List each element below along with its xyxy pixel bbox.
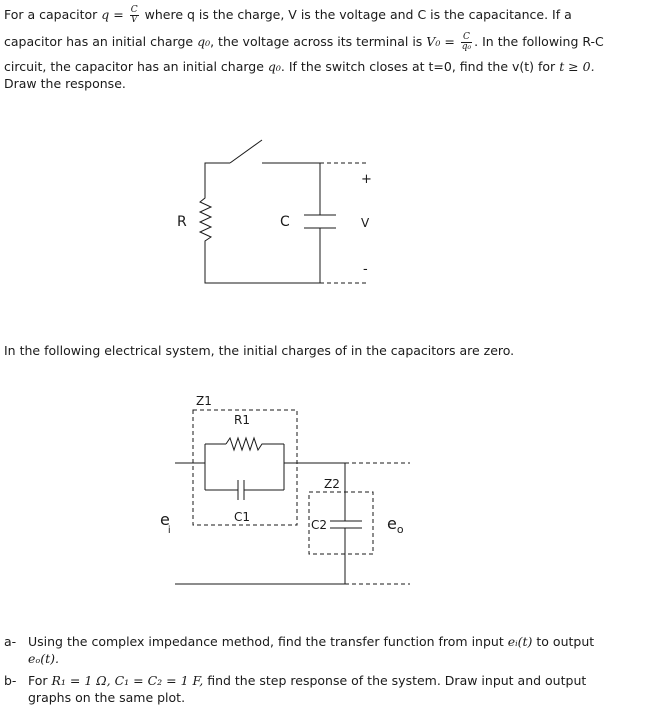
fraction-denominator: q₀ [461, 42, 472, 52]
label-v: V [361, 216, 370, 230]
fraction-denominator: V [130, 15, 138, 25]
resistor-zigzag [200, 193, 211, 245]
text-span: , the voltage across its terminal is [210, 34, 423, 49]
question-a-marker: a- [4, 634, 17, 649]
text-span: graphs on the same plot. [28, 690, 186, 705]
text-span: circuit, the capacitor has an initial charge [4, 59, 264, 74]
eo-t: eₒ(t). [28, 651, 59, 666]
eo-subscript: o [396, 523, 404, 536]
q0-symbol: q₀ [267, 59, 281, 74]
r1-resistor [226, 438, 284, 450]
question-b-marker: b- [4, 673, 17, 688]
text-span: Using the complex impedance method, find the transfer function from input [28, 634, 504, 649]
label-ei [160, 510, 173, 536]
wire-node [284, 463, 345, 521]
question-b-body [28, 672, 644, 706]
text-span: find the step response of the system. Draw input and output [207, 673, 587, 688]
wire-top-left [205, 163, 230, 193]
label-eo [387, 516, 404, 534]
fraction-numerator: C [130, 5, 138, 15]
problem1-line2 [4, 33, 604, 52]
ei-t: eᵢ(t) [507, 634, 533, 649]
label-r: R [177, 214, 187, 230]
problem1-line4: Draw the response. [4, 76, 126, 91]
eo-base: e [387, 514, 397, 533]
equals-sign: = [113, 7, 124, 22]
label-c: C [280, 214, 290, 230]
problem2-intro: In the following electrical system, the initial charges of in the capacitors are zero. [4, 343, 515, 358]
text-span: For a capacitor [4, 7, 98, 22]
component-values: R₁ = 1 Ω, C₁ = C₂ = 1 F, [51, 673, 204, 688]
c-over-v-fraction [130, 6, 139, 25]
equals-sign: = [444, 34, 455, 49]
switch-blade [230, 140, 262, 163]
label-plus: + [361, 172, 372, 187]
text-span: For [28, 673, 48, 688]
label-r1: R1 [234, 413, 250, 427]
problem1-line1 [4, 6, 572, 25]
q-symbol: q [101, 7, 110, 22]
t-condition: t ≥ 0. [559, 59, 595, 74]
text-span: . In the following R-C [474, 34, 604, 49]
text-span: to output [536, 634, 595, 649]
label-c2: C2 [311, 518, 328, 532]
label-c1: C1 [234, 510, 251, 524]
text-span: where q is the charge, V is the voltage and C is the capacitance. If a [144, 7, 572, 22]
ei-base: e [160, 510, 170, 529]
label-z1: Z1 [196, 394, 212, 408]
question-b [4, 672, 644, 706]
text-span: . If the switch closes at t=0, find the v(t) for [280, 59, 556, 74]
v0-symbol: V₀ [426, 34, 441, 49]
problem1-line3 [4, 59, 595, 75]
c-over-q0-fraction [461, 33, 472, 52]
wire-bottom [205, 228, 320, 283]
fraction-numerator: C [461, 33, 472, 43]
q0-symbol: q₀ [197, 34, 211, 49]
label-minus: - [363, 262, 368, 277]
question-a [4, 633, 644, 667]
question-a-body [28, 633, 644, 667]
ei-subscript: i [167, 525, 171, 536]
text-span: capacitor has an initial charge [4, 34, 194, 49]
label-z2: Z2 [324, 477, 340, 491]
wire-top-right [262, 163, 320, 215]
